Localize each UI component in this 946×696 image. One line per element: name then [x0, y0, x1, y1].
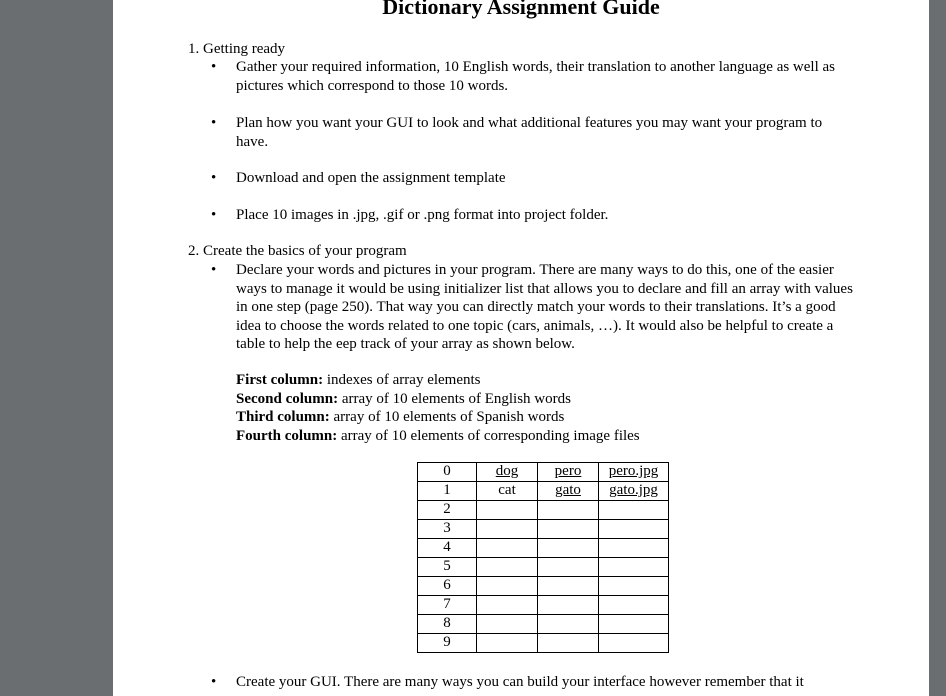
- table-cell-spanish: [538, 615, 599, 634]
- bullet-dot: •: [211, 207, 217, 223]
- bullet-text: Place 10 images in .jpg, .gif or .png format into project folder.: [236, 207, 609, 223]
- table-cell-image: [599, 615, 669, 634]
- column-label: Fourth column:: [236, 427, 338, 444]
- table-cell-spanish: [538, 539, 599, 558]
- bullet-text: Declare your words and pictures in your program. There are many ways to do this, one of the easier ways to manage it would be using initializer list that allows you to declare and fill an array with values in one step (page 250). That way you can directly match your words to their translations. It’s a good idea to choose the words related to one topic (cars, animals, …). It would also be helpful to create a table to help the eep track of your array as shown below.: [236, 262, 853, 352]
- column-label: Second column:: [236, 390, 339, 407]
- column-desc: array of 10 elements of Spanish words: [333, 409, 565, 425]
- table-row: [418, 501, 669, 520]
- column-desc: indexes of array elements: [326, 372, 481, 388]
- table-cell-image: pero.jpg: [599, 463, 669, 482]
- bullet-text: Download and open the assignment template: [236, 170, 506, 186]
- table-cell-image: [599, 501, 669, 520]
- table-cell-english: [477, 501, 538, 520]
- table-row: [418, 539, 669, 558]
- table-cell-spanish: gato: [538, 482, 599, 501]
- table-cell-image: [599, 596, 669, 615]
- table-cell-english: [477, 558, 538, 577]
- table-row: [418, 596, 669, 615]
- table-cell-index: 6: [418, 577, 477, 596]
- section-heading-getting-ready: 1. Getting ready: [188, 41, 286, 57]
- table-row: [418, 463, 669, 482]
- table-cell-image: [599, 634, 669, 653]
- bullet-dot: •: [211, 262, 217, 278]
- column-label: Third column:: [236, 409, 330, 425]
- section-heading-create-basics: 2. Create the basics of your program: [188, 243, 407, 259]
- table-cell-image: [599, 577, 669, 596]
- table-cell-english: [477, 634, 538, 653]
- table-cell-image: [599, 558, 669, 577]
- table-row: [418, 558, 669, 577]
- table-cell-spanish: [538, 558, 599, 577]
- bullet-dot: •: [211, 115, 217, 131]
- table-row: [418, 520, 669, 539]
- bullet-text: Create your GUI. There are many ways you can build your interface however remember that it: [236, 674, 804, 690]
- table-cell-index: 9: [418, 634, 477, 653]
- bullet-dot: •: [211, 674, 217, 690]
- table-row: [418, 615, 669, 634]
- column-description: [236, 408, 564, 427]
- table-cell-index: 4: [418, 539, 477, 558]
- table-row: [418, 577, 669, 596]
- table-cell-english: cat: [477, 482, 538, 501]
- table-cell-index: 5: [418, 558, 477, 577]
- bullet-dot: •: [211, 59, 217, 75]
- array-table: [417, 462, 669, 653]
- column-label: First column:: [236, 372, 324, 388]
- table-cell-index: 7: [418, 596, 477, 615]
- table-cell-image: gato.jpg: [599, 482, 669, 501]
- table-cell-spanish: [538, 634, 599, 653]
- table-cell-spanish: [538, 501, 599, 520]
- table-cell-index: 2: [418, 501, 477, 520]
- column-description: [236, 371, 481, 390]
- table-row: [418, 482, 669, 501]
- table-cell-index: 1: [418, 482, 477, 501]
- table-cell-spanish: pero: [538, 463, 599, 482]
- table-cell-english: [477, 596, 538, 615]
- column-desc: array of 10 elements of corresponding image files: [341, 427, 640, 444]
- table-cell-image: [599, 539, 669, 558]
- table-cell-english: [477, 539, 538, 558]
- table-cell-image: [599, 520, 669, 539]
- table-cell-index: 0: [418, 463, 477, 482]
- bullet-text: Gather your required information, 10 English words, their translation to another language as well as pictures which correspond to those 10 words.: [236, 59, 836, 94]
- table-cell-index: 8: [418, 615, 477, 634]
- page-title: Dictionary Assignment Guide: [382, 0, 660, 19]
- column-description: [236, 390, 571, 409]
- table-cell-english: [477, 577, 538, 596]
- table-cell-english: [477, 615, 538, 634]
- table-cell-spanish: [538, 520, 599, 539]
- column-desc: array of 10 elements of English words: [341, 390, 571, 407]
- table-cell-spanish: [538, 596, 599, 615]
- table-cell-english: dog: [477, 463, 538, 482]
- bullet-text: Plan how you want your GUI to look and what additional features you may want your program to have.: [236, 115, 823, 150]
- table-cell-index: 3: [418, 520, 477, 539]
- bullet-dot: •: [211, 170, 217, 186]
- table-cell-spanish: [538, 577, 599, 596]
- column-description: [236, 427, 640, 446]
- table-cell-english: [477, 520, 538, 539]
- document-page: [113, 0, 929, 696]
- table-row: [418, 634, 669, 653]
